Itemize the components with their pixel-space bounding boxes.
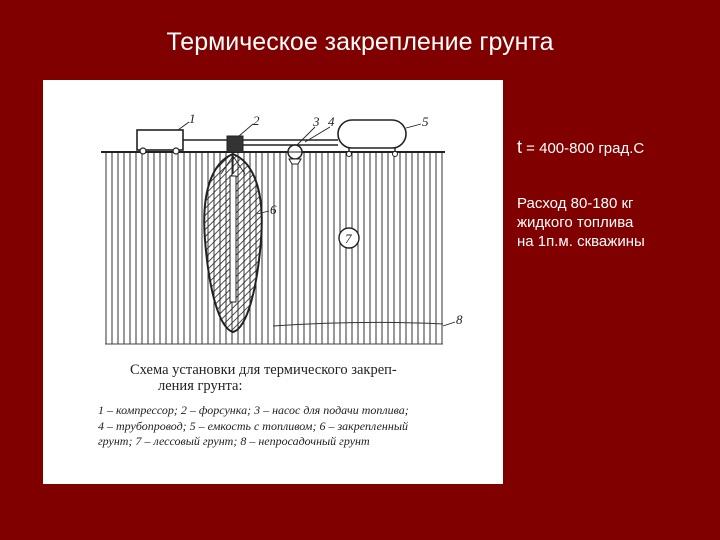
diagram-canvas [43,80,503,360]
label-pipeline: 4 [328,114,335,129]
caption-legend-line: грунт; 7 – лессовый грунт; 8 – непросадочный грунт [98,434,370,448]
caption-legend-line: 4 – трубопровод; 5 – емкость с топливом; 6 – закрепленный [98,418,408,433]
compressor [137,130,229,154]
caption-title-line: ления грунта: [158,378,243,394]
caption-legend-line: 1 – компрессор; 2 – форсунка; 3 – насос для подачи топлива; [98,403,409,417]
temperature-symbol: t [517,137,523,157]
temperature-value: = 400-800 град.С [522,140,645,157]
fuel-consumption [517,194,697,251]
caption-title [130,362,460,394]
temperature-range [517,137,644,158]
fuel-consumption-line: на 1п.м. скважины [517,233,645,250]
caption-title-line: Схема установки для термического закреп- [130,362,397,378]
fuel-consumption-line: жидкого топлива [517,214,634,231]
label-non-subsiding-soil: 8 [456,312,463,327]
caption-legend [98,403,470,450]
label-pump: 3 [313,114,320,129]
pipeline [229,140,338,145]
label-loess-soil: 7 [345,231,352,246]
soil-fixation-diagram [43,80,503,484]
label-burner: 2 [253,113,260,128]
label-fixed-soil: 6 [270,202,277,217]
fuel-consumption-line: Расход 80-180 кг [517,195,634,212]
slide-title: Термическое закрепление грунта [166,28,554,56]
label-compressor: 1 [189,111,196,126]
loess-soil-layer [105,152,443,344]
label-fuel-tank: 5 [422,114,429,129]
